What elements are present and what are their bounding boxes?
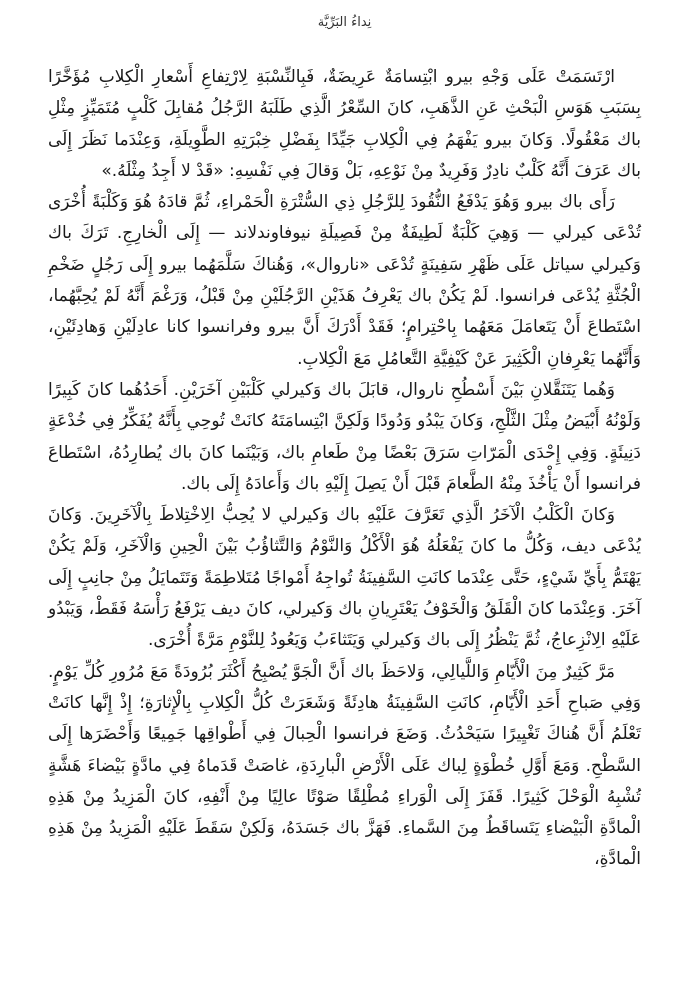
paragraph: ارْتَسَمَتْ عَلَى وَجْهِ بيرو ابْتِسامَةٌ عَرِيضَةٌ، فَبِالنِّسْبَةِ لِارْتِفاعِ أَسْعارِ الْكِلابِ مُؤَخَّرًا بِسَبَبِ هَوَسِ الْبَحْثِ عَنِ الذَّهَبِ، كانَ السِّعْرُ الَّذِي طَلَبَهُ الرَّجُلُ مُقابِلَ كَلْبٍ مُتَمَيِّزٍ مِثْلِ باك مَعْقُولًا. وَكانَ بيرو يَفْهَمُ فِي الْكِلابِ جَيِّدًا بِفَضْلِ خِبْرَتِهِ الطَّوِيلَةِ، وَعِنْدَما نَظَرَ إِلَى باك عَرَفَ أَنَّهُ كَلْبٌ نادِرٌ وَفَرِيدٌ مِنْ نَوْعِهِ، بَلْ وَقالَ فِي نَفْسِهِ: «قَدْ لا أَجِدُ مِثْلَهُ.» [48, 67, 641, 181]
paragraph: مَرَّ كَثِيرٌ مِنَ الْأَيّامِ وَاللَّيالِي، وَلاحَظَ باك أَنَّ الْجَوَّ يُصْبِحُ أَكْثَرَ بُرُودَةً مَعَ مُرُورِ كُلِّ يَوْمٍ. وَفِي صَباحِ أَحَدِ الْأَيّامِ، كانَتِ السَّفِينَةُ هادِئَةً وَشَعَرَتْ كُلُّ الْكِلابِ بِالْإِثارَةِ؛ إِذْ إِنَّها كانَتْ تَعْلَمُ أَنَّ هُناكَ تَغْيِيرًا سَيَحْدُثُ. وَضَعَ فرانسوا الْحِبالَ فِي أَطْواقِها جَمِيعًا وَأَحْضَرَها إِلَى السَّطْحِ. وَمَعَ أَوَّلِ خُطْوَةٍ لِباك عَلَى الْأَرْضِ الْبارِدَةِ، غاصَتْ قَدَماهُ فِي مادَّةٍ بَيْضاءَ هَشَّةٍ تُشْبِهُ الْوَحْلَ كَثِيرًا. قَفَزَ إِلَى الْوَراءِ مُطْلِقًا صَوْتًا عالِيًا مِنْ أَنْفِهِ، كانَ الْمَزِيدُ مِنْ هَذِهِ الْمادَّةِ الْبَيْضاءِ يَتَساقَطُ مِنَ السَّماءِ. فَهَزَّ باك جَسَدَهُ، وَلَكِنْ سَقَطَ عَلَيْهِ الْمَزِيدُ مِنْ هَذِهِ الْمادَّةِ، [48, 661, 641, 870]
running-header: نِداءُ البَرِّيَّة [317, 15, 372, 30]
paragraph: وَهُما يَتَنَقَّلانِ بَيْنَ أَسْطُحِ ناروال، قابَلَ باك وَكيرلي كَلْبَيْنِ آخَرَيْنِ. أَحَدُهُما كانَ كَبِيرًا وَلَوْنُهُ أَبْيَضُ مِثْلَ الثَّلْجِ، وَكانَ يَبْدُو وَدُودًا وَلَكِنَّ ابْتِسامَتَهُ كانَتْ تُوحِي بِأَنَّهُ يُفَكِّرُ فِي خُدْعَةٍ دَنِيئَةٍ. وَفِي إِحْدَى الْمَرّاتِ سَرَقَ بَعْضًا مِنْ طَعامِ باك، وَبَيْنَما كانَ باك يُطارِدُهُ، اسْتَطاعَ فرانسوا أَنْ يَأْخُذَ مِنْهُ الطَّعامَ قَبْلَ أَنْ يَصِلَ إِلَيْهِ باك وَأَعادَهُ إِلَى باك. [48, 379, 641, 494]
paragraph: رَأَى باك بيرو وَهُوَ يَدْفَعُ النُّقُودَ لِلرَّجُلِ ذِي السُّتْرَةِ الْحَمْراءِ، ثُمَّ قادَهُ هُوَ وَكَلْبَةً أُخْرَى تُدْعَى كيرلي — وَهِيَ كَلْبَةٌ لَطِيفَةٌ مِنْ فَصِيلَةِ نيوفاوندلاند — إِلَى الْخارِجِ. تَرَكَ باك وَكيرلي سياتل عَلَى ظَهْرِ سَفِينَةٍ تُدْعَى «ناروال»، وَهُناكَ سَلَّمَهُما بيرو إِلَى رَجُلٍ ضَخْمِ الْجُثَّةِ يُدْعَى فرانسوا. لَمْ يَكُنْ باك يَعْرِفُ هَذَيْنِ الرَّجُلَيْنِ مِنْ قَبْلُ، وَرَغْمَ أَنَّهُ لَمْ يُحِبَّهُما، اسْتَطاعَ أَنْ يَتَعامَلَ مَعَهُما بِاحْتِرامٍ؛ فَقَدْ أَدْرَكَ أَنَّ بيرو وفرانسوا كانا عادِلَيْنِ وَهادِئَيْنِ، وَأَنَّهُما يَعْرِفانِ الْكَثِيرَ عَنْ كَيْفِيَّةِ التَّعامُلِ مَعَ الْكِلابِ. [48, 192, 641, 369]
story-body [48, 62, 641, 876]
paragraph: وَكانَ الْكَلْبُ الْآخَرُ الَّذِي تَعَرَّفَ عَلَيْهِ باك وَكيرلي لا يُحِبُّ الِاخْتِلاطَ بِالْآخَرِينَ. وَكانَ يُدْعَى ديف، وَكُلُّ ما كانَ يَفْعَلُهُ هُوَ الْأَكْلُ وَالنَّوْمُ وَالتَّثاؤُبُ بَيْنَ الْحِينِ وَالْآخَرِ، وَلَمْ يَكُنْ يَهْتَمُّ بِأَيِّ شَيْءٍ، حَتَّى عِنْدَما كانَتِ السَّفِينَةُ تُواجِهُ أَمْواجًا مُتَلاطِمَةً وَتَتَمايَلُ مِنْ جانِبٍ إِلَى آخَرَ. وَعِنْدَما كانَ الْقَلَقُ وَالْخَوْفُ يَعْتَرِيانِ باك وَكيرلي، كانَ ديف يَرْفَعُ رَأْسَهُ فَقَطْ، وَيَبْدُو عَلَيْهِ الِانْزِعاجُ، ثُمَّ يَنْظُرُ إِلَى باك وَكيرلي وَيَتَثاءَبُ وَيَعُودُ لِلنَّوْمِ مَرَّةً أُخْرَى. [48, 505, 641, 651]
